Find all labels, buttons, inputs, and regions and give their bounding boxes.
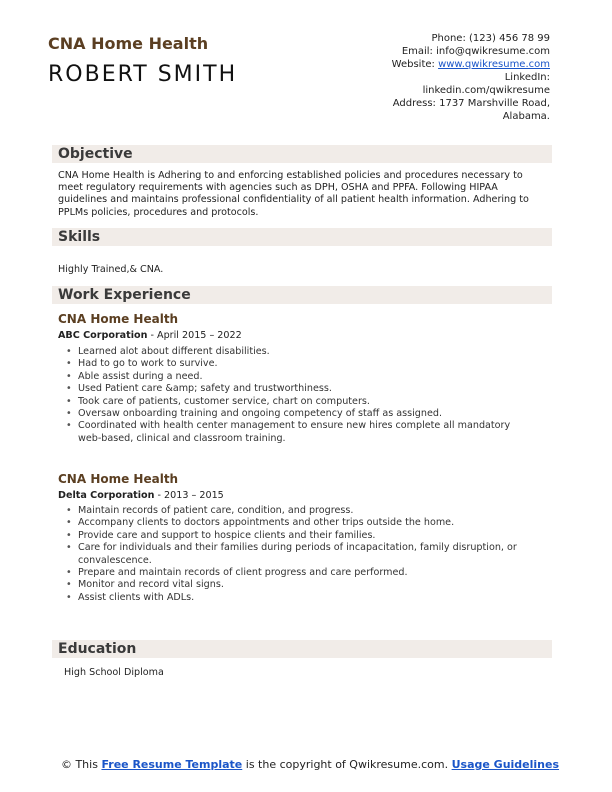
list-item: • Able assist during a need. — [66, 371, 536, 383]
list-item: • Had to go to work to survive. — [66, 358, 536, 370]
job-2-title: CNA Home Health — [58, 472, 179, 486]
list-item: • Prepare and maintain records of client progress and care performed. — [66, 567, 536, 579]
contact-address — [320, 97, 550, 110]
job-1-title: CNA Home Health — [58, 312, 179, 326]
phone-value: (123) 456 78 99 — [469, 33, 550, 44]
website-label: Website: — [391, 59, 435, 70]
linkedin-label: LinkedIn: — [504, 72, 550, 83]
list-item: • Provide care and support to hospice clients and their families. — [66, 530, 536, 542]
candidate-name: ROBERT SMITH — [48, 62, 238, 87]
job-2-dates: - 2013 – 2015 — [154, 490, 224, 501]
list-item: • Oversaw onboarding training and ongoing competency of staff as assigned. — [66, 408, 536, 420]
contact-email — [320, 45, 550, 58]
list-item: • Took care of patients, customer service, chart on computers. — [66, 396, 536, 408]
list-item: • Monitor and record vital signs. — [66, 579, 536, 591]
job-2-company-line — [58, 490, 224, 501]
contact-block — [320, 32, 550, 123]
skills-text: Highly Trained,& CNA. — [58, 264, 164, 275]
address-line1: 1737 Marshville Road, — [439, 98, 550, 109]
list-item: • Care for individuals and their families during periods of incapacitation, family disruption, or convalescence. — [66, 542, 536, 567]
objective-heading: Objective — [58, 146, 133, 162]
list-item: • Used Patient care &amp; safety and trustworthiness. — [66, 383, 536, 395]
free-resume-template-link[interactable]: Free Resume Template — [101, 758, 243, 771]
job-title: CNA Home Health — [48, 34, 209, 53]
usage-guidelines-link[interactable]: Usage Guidelines — [451, 758, 560, 771]
email-label: Email: — [401, 46, 433, 57]
footer-middle: is the copyright of Qwikresume.com. — [242, 758, 452, 771]
address-line2: Alabama. — [502, 111, 550, 122]
job-2-company: Delta Corporation — [58, 490, 155, 501]
contact-phone — [320, 32, 550, 45]
website-link[interactable]: www.qwikresume.com — [438, 59, 550, 70]
footer-prefix: © This — [60, 758, 102, 771]
objective-section-bar — [52, 145, 552, 163]
job-1-dates: - April 2015 – 2022 — [147, 330, 242, 341]
linkedin-value: linkedin.com/qwikresume — [422, 85, 550, 96]
education-section-bar — [52, 640, 552, 658]
job-2-bullets — [66, 505, 536, 604]
job-1-company-line — [58, 330, 242, 341]
education-heading: Education — [58, 641, 137, 657]
skills-section-bar — [52, 228, 552, 246]
email-value: info@qwikresume.com — [436, 46, 550, 57]
address-label: Address: — [392, 98, 436, 109]
objective-text: CNA Home Health is Adhering to and enforcing established policies and procedures necessary to meet regulatory requirements with agencies such as DPH, OSHA and PPFA. Following HIPAA guidelines and maintains professional confidentiality of all patient health information. Adhering to PPLMs policies, procedures and protocols. — [58, 170, 529, 218]
job-1-company: ABC Corporation — [58, 330, 148, 341]
list-item: • Learned alot about different disabilities. — [66, 346, 536, 358]
list-item: • Assist clients with ADLs. — [66, 592, 536, 604]
job-1-bullets — [66, 346, 536, 445]
list-item: • Maintain records of patient care, condition, and progress. — [66, 505, 536, 517]
footer — [60, 758, 560, 771]
experience-heading: Work Experience — [58, 287, 191, 303]
skills-heading: Skills — [58, 229, 101, 245]
phone-label: Phone: — [431, 33, 466, 44]
experience-section-bar — [52, 286, 552, 304]
contact-website — [320, 58, 550, 71]
list-item: • Coordinated with health center management to ensure new hires complete all mandatory web-based, clinical and classroom training. — [66, 420, 536, 445]
list-item: • Accompany clients to doctors appointments and other trips outside the home. — [66, 517, 536, 529]
education-text: High School Diploma — [64, 667, 164, 678]
